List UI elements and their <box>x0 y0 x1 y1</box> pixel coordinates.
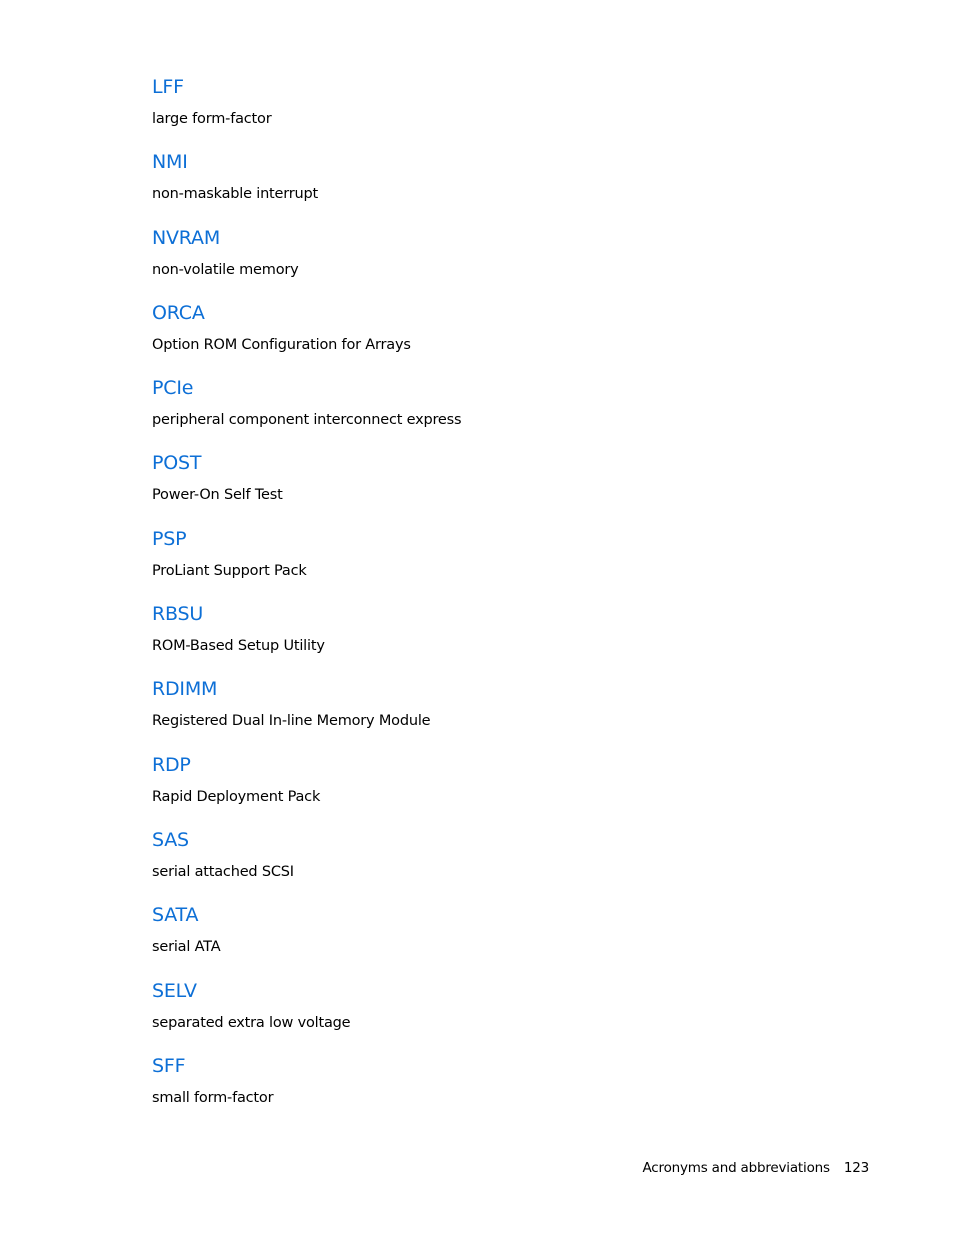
term-link-sff[interactable]: SFF <box>152 1054 186 1077</box>
term-link-nmi[interactable]: NMI <box>152 151 188 174</box>
definition-psp: ProLiant Support Pack <box>152 562 307 579</box>
definition-rdp: Rapid Deployment Pack <box>152 788 321 805</box>
glossary-entry-sata <box>152 901 852 976</box>
page-footer <box>643 1158 870 1178</box>
term-link-selv[interactable]: SELV <box>152 979 197 1002</box>
glossary-entry-pcie <box>152 374 852 449</box>
glossary-entry-rbsu <box>152 600 852 675</box>
definition-nmi: non-maskable interrupt <box>152 186 319 203</box>
term-link-sas[interactable]: SAS <box>152 828 189 851</box>
glossary-list <box>152 73 852 1127</box>
glossary-entry-post <box>152 449 852 524</box>
term-link-psp[interactable]: PSP <box>152 527 187 550</box>
footer-section-title: Acronyms and abbreviations <box>642 1160 830 1176</box>
definition-sas: serial attached SCSI <box>152 863 294 880</box>
definition-sff: small form-factor <box>152 1089 274 1106</box>
glossary-entry-selv <box>152 977 852 1052</box>
glossary-entry-psp <box>152 525 852 600</box>
term-link-orca[interactable]: ORCA <box>152 301 205 324</box>
page-number: 123 <box>843 1160 869 1176</box>
glossary-entry-orca <box>152 299 852 374</box>
glossary-entry-nvram <box>152 224 852 299</box>
definition-sata: serial ATA <box>152 939 221 956</box>
glossary-entry-sas <box>152 826 852 901</box>
definition-pcie: peripheral component interconnect express <box>152 412 462 429</box>
definition-lff: large form-factor <box>152 111 272 127</box>
term-link-post[interactable]: POST <box>152 452 202 475</box>
definition-orca: Option ROM Configuration for Arrays <box>152 336 411 353</box>
definition-post: Power-On Self Test <box>152 487 283 504</box>
term-link-sata[interactable]: SATA <box>152 904 199 927</box>
term-link-lff[interactable]: LFF <box>152 76 184 98</box>
term-link-pcie[interactable]: PCIe <box>152 377 194 400</box>
glossary-entry-sff <box>152 1052 852 1127</box>
term-link-rdimm[interactable]: RDIMM <box>152 678 218 701</box>
definition-nvram: non-volatile memory <box>152 261 299 278</box>
definition-rdimm: Registered Dual In-line Memory Module <box>152 713 431 730</box>
term-link-rbsu[interactable]: RBSU <box>152 603 204 626</box>
term-link-nvram[interactable]: NVRAM <box>152 226 221 249</box>
glossary-entry-nmi <box>152 148 852 223</box>
glossary-entry-rdp <box>152 751 852 826</box>
glossary-entry-lff <box>152 73 852 148</box>
definition-rbsu: ROM-Based Setup Utility <box>152 638 325 655</box>
term-link-rdp[interactable]: RDP <box>152 753 191 776</box>
definition-selv: separated extra low voltage <box>152 1014 351 1031</box>
glossary-entry-rdimm <box>152 675 852 750</box>
